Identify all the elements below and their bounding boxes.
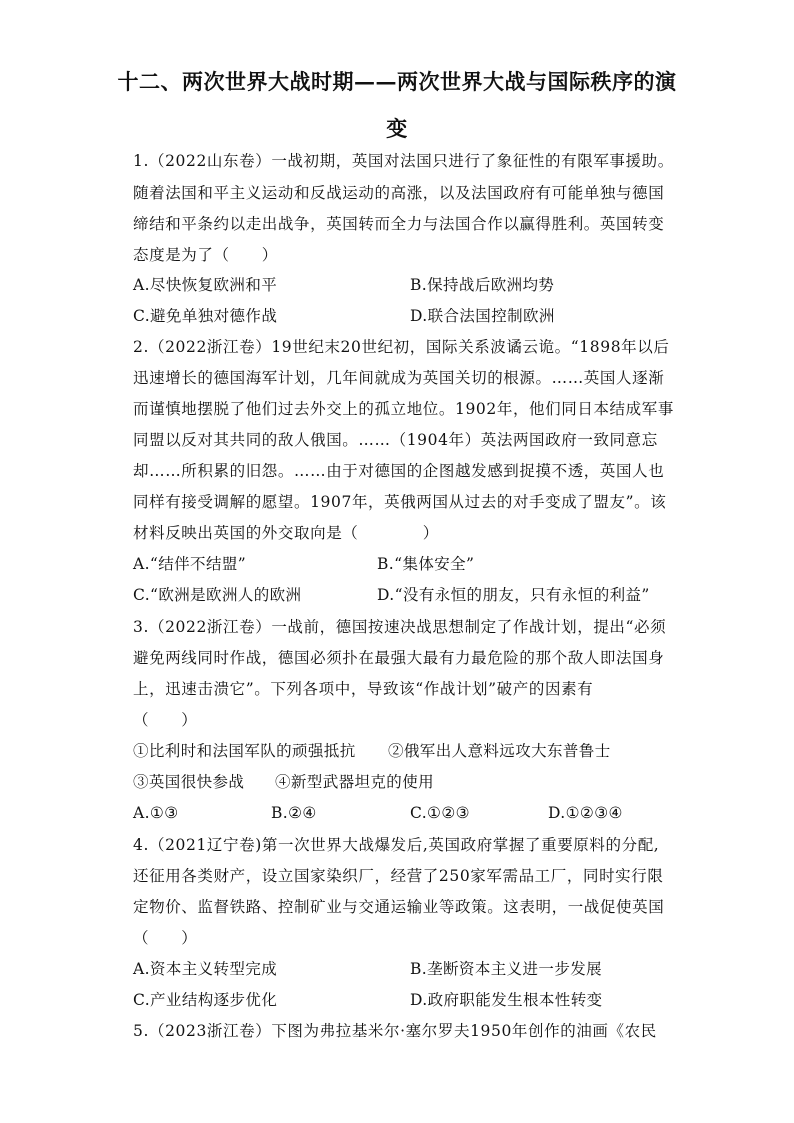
question-3-item-3: ③英国很快参战	[133, 773, 245, 791]
question-1-option-d: D.联合法国控制欧洲	[410, 307, 555, 325]
page-title-continued: 变	[386, 116, 408, 141]
question-3-option-d: D.①②③④	[548, 804, 623, 822]
question-2-option-d: D.“没有永恒的朋友，只有永恒的利益”	[377, 586, 650, 604]
question-2-text: 同盟以反对其共同的敌人俄国。……（1904年）英法两国政府一致同意忘	[133, 431, 658, 449]
question-2-text: 2.（2022浙江卷）19世纪末20世纪初，国际关系波谲云诡。“1898年以后	[133, 338, 670, 356]
question-1-text: 态度是为了（ ）	[133, 246, 278, 264]
question-2-text: 而谨慎地摆脱了他们过去外交上的孤立地位。1902年，他们同日本结成军事	[133, 400, 674, 418]
question-2-text: 同样有接受调解的愿望。1907年，英俄两国从过去的对手变成了盟友”。该	[133, 493, 667, 511]
question-1-text: 随着法国和平主义运动和反战运动的高涨，以及法国政府有可能单独与德国	[133, 184, 665, 202]
question-2-option-c: C.“欧洲是欧洲人的欧洲	[133, 586, 302, 604]
question-3-item-4: ④新型武器坦克的使用	[275, 773, 435, 791]
question-3-option-c: C.①②③	[410, 804, 470, 822]
question-4-option-a: A.资本主义转型完成	[133, 960, 278, 978]
question-4-text: 4.（2021辽宁卷)第一次世界大战爆发后,英国政府掌握了重要原料的分配,	[133, 836, 660, 854]
question-3-text: （ ）	[133, 711, 198, 729]
question-2-option-a: A.“结伴不结盟”	[133, 555, 247, 573]
page-title: 十二、两次世界大战时期——两次世界大战与国际秩序的演	[117, 69, 677, 94]
question-4-text: （ ）	[133, 929, 198, 947]
question-3-text: 3.（2022浙江卷）一战前，德国按速决战思想制定了作战计划，提出“必须	[133, 618, 667, 636]
question-5-text: 5.（2023浙江卷）下图为弗拉基米尔·塞尔罗夫1950年创作的油画《农民	[133, 1022, 657, 1040]
question-3-text: 上，迅速击溃它”。下列各项中，导致该“作战计划”破产的因素有	[133, 680, 594, 698]
question-2-text: 材料反映出英国的外交取向是（ ）	[133, 524, 439, 542]
question-4-text: 还征用各类财产，设立国家染织厂，经营了250家军需品工厂，同时实行限	[133, 867, 664, 885]
question-1-option-b: B.保持战后欧洲均势	[410, 276, 555, 294]
question-3-item-1: ①比利时和法国军队的顽强抵抗	[133, 742, 356, 760]
question-1-option-a: A.尽快恢复欧洲和平	[133, 276, 278, 294]
question-1-text: 1.（2022山东卷）一战初期，英国对法国只进行了象征性的有限军事援助。	[133, 152, 674, 170]
question-1-option-c: C.避免单独对德作战	[133, 307, 278, 325]
question-4-option-b: B.垄断资本主义进一步发展	[410, 960, 603, 978]
question-2-text: 迅速增长的德国海军计划，几年间就成为英国关切的根源。……英国人逐渐	[133, 369, 665, 387]
question-2-option-b: B.“集体安全”	[377, 555, 475, 573]
question-3-text: 避免两线同时作战，德国必须扑在最强大最有力最危险的那个敌人即法国身	[133, 649, 665, 667]
question-3-option-b: B.②④	[271, 804, 317, 822]
question-2-text: 却……所积累的旧怨。……由于对德国的企图越发感到捉摸不透，英国人也	[133, 462, 665, 480]
question-3-item-2: ②俄军出人意料远攻大东普鲁士	[388, 742, 611, 760]
question-3-option-a: A.①③	[133, 804, 179, 822]
question-4-option-c: C.产业结构逐步优化	[133, 991, 278, 1009]
question-4-option-d: D.政府职能发生根本性转变	[410, 991, 603, 1009]
question-4-text: 定物价、监督铁路、控制矿业与交通运输业等政策。这表明，一战促使英国	[133, 898, 665, 916]
question-1-text: 缔结和平条约以走出战争，英国转而全力与法国合作以赢得胜利。英国转变	[133, 215, 665, 233]
